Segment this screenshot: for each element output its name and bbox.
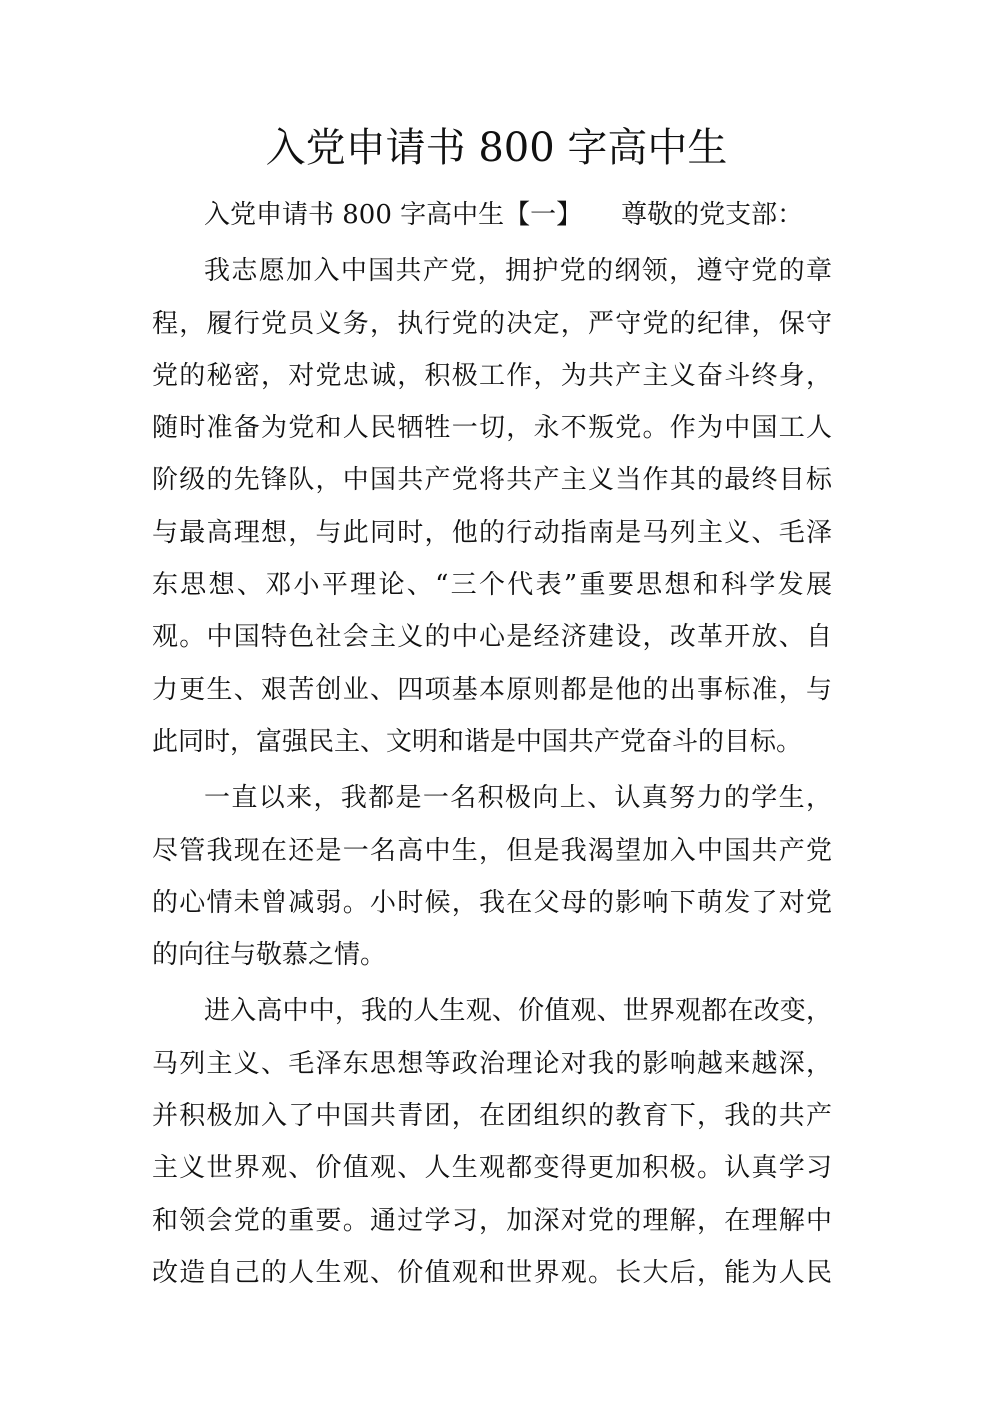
text-line: 尽管我现在还是一名高中生，但是我渴望加入中国共产党 xyxy=(152,835,832,866)
paragraph xyxy=(152,245,832,768)
text-line: 东思想、邓小平理论、“三个代表”重要思想和科学发展 xyxy=(152,570,832,601)
text-line: 与最高理想，与此同时，他的行动指南是马列主义、毛泽 xyxy=(152,517,832,548)
paragraph xyxy=(152,772,832,981)
text-line: 和领会党的重要。通过学习，加深对党的理解，在理解中 xyxy=(152,1205,832,1236)
text-line: 此同时，富强民主、文明和谐是中国共产党奋斗的目标。 xyxy=(152,726,803,757)
document-title: 入党申请书 800 字高中生 xyxy=(265,125,728,171)
text-line: 的向往与敬慕之情。 xyxy=(152,940,387,971)
text-line: 一直以来，我都是一名积极向上、认真努力的学生， xyxy=(204,783,832,814)
text-line: 力更生、艰苦创业、四项基本原则都是他的出事标准，与 xyxy=(152,674,832,705)
text-line: 进入高中中，我的人生观、价值观、世界观都在改变， xyxy=(204,996,832,1027)
text-line: 阶级的先锋队，中国共产党将共产主义当作其的最终目标 xyxy=(152,465,832,496)
text-line: 观。中国特色社会主义的中心是经济建设，改革开放、自 xyxy=(152,622,832,653)
text-line: 并积极加入了中国共青团，在团组织的教育下，我的共产 xyxy=(152,1101,832,1132)
text-line: 随时准备为党和人民牺牲一切，永不叛党。作为中国工人 xyxy=(152,413,832,444)
text-line: 党的秘密，对党忠诚，积极工作，为共产主义奋斗终身， xyxy=(152,360,832,391)
paragraph xyxy=(152,189,832,241)
text-line: 主义世界观、价值观、人生观都变得更加积极。认真学习 xyxy=(152,1153,832,1184)
text-line: 我志愿加入中国共产党，拥护党的纲领，遵守党的章 xyxy=(204,256,832,287)
document-body xyxy=(152,189,832,1303)
text-line: 改造自己的人生观、价值观和世界观。长大后，能为人民 xyxy=(152,1257,832,1288)
text-line: 的心情未曾减弱。小时候，我在父母的影响下萌发了对党 xyxy=(152,887,832,918)
text-line: 马列主义、毛泽东思想等政治理论对我的影响越来越深， xyxy=(152,1048,832,1079)
text-line: 程，履行党员义务，执行党的决定，严守党的纪律，保守 xyxy=(152,308,832,339)
paragraph xyxy=(152,985,832,1299)
text-line: 入党申请书 800 字高中生【一】 尊敬的党支部： xyxy=(204,200,804,230)
